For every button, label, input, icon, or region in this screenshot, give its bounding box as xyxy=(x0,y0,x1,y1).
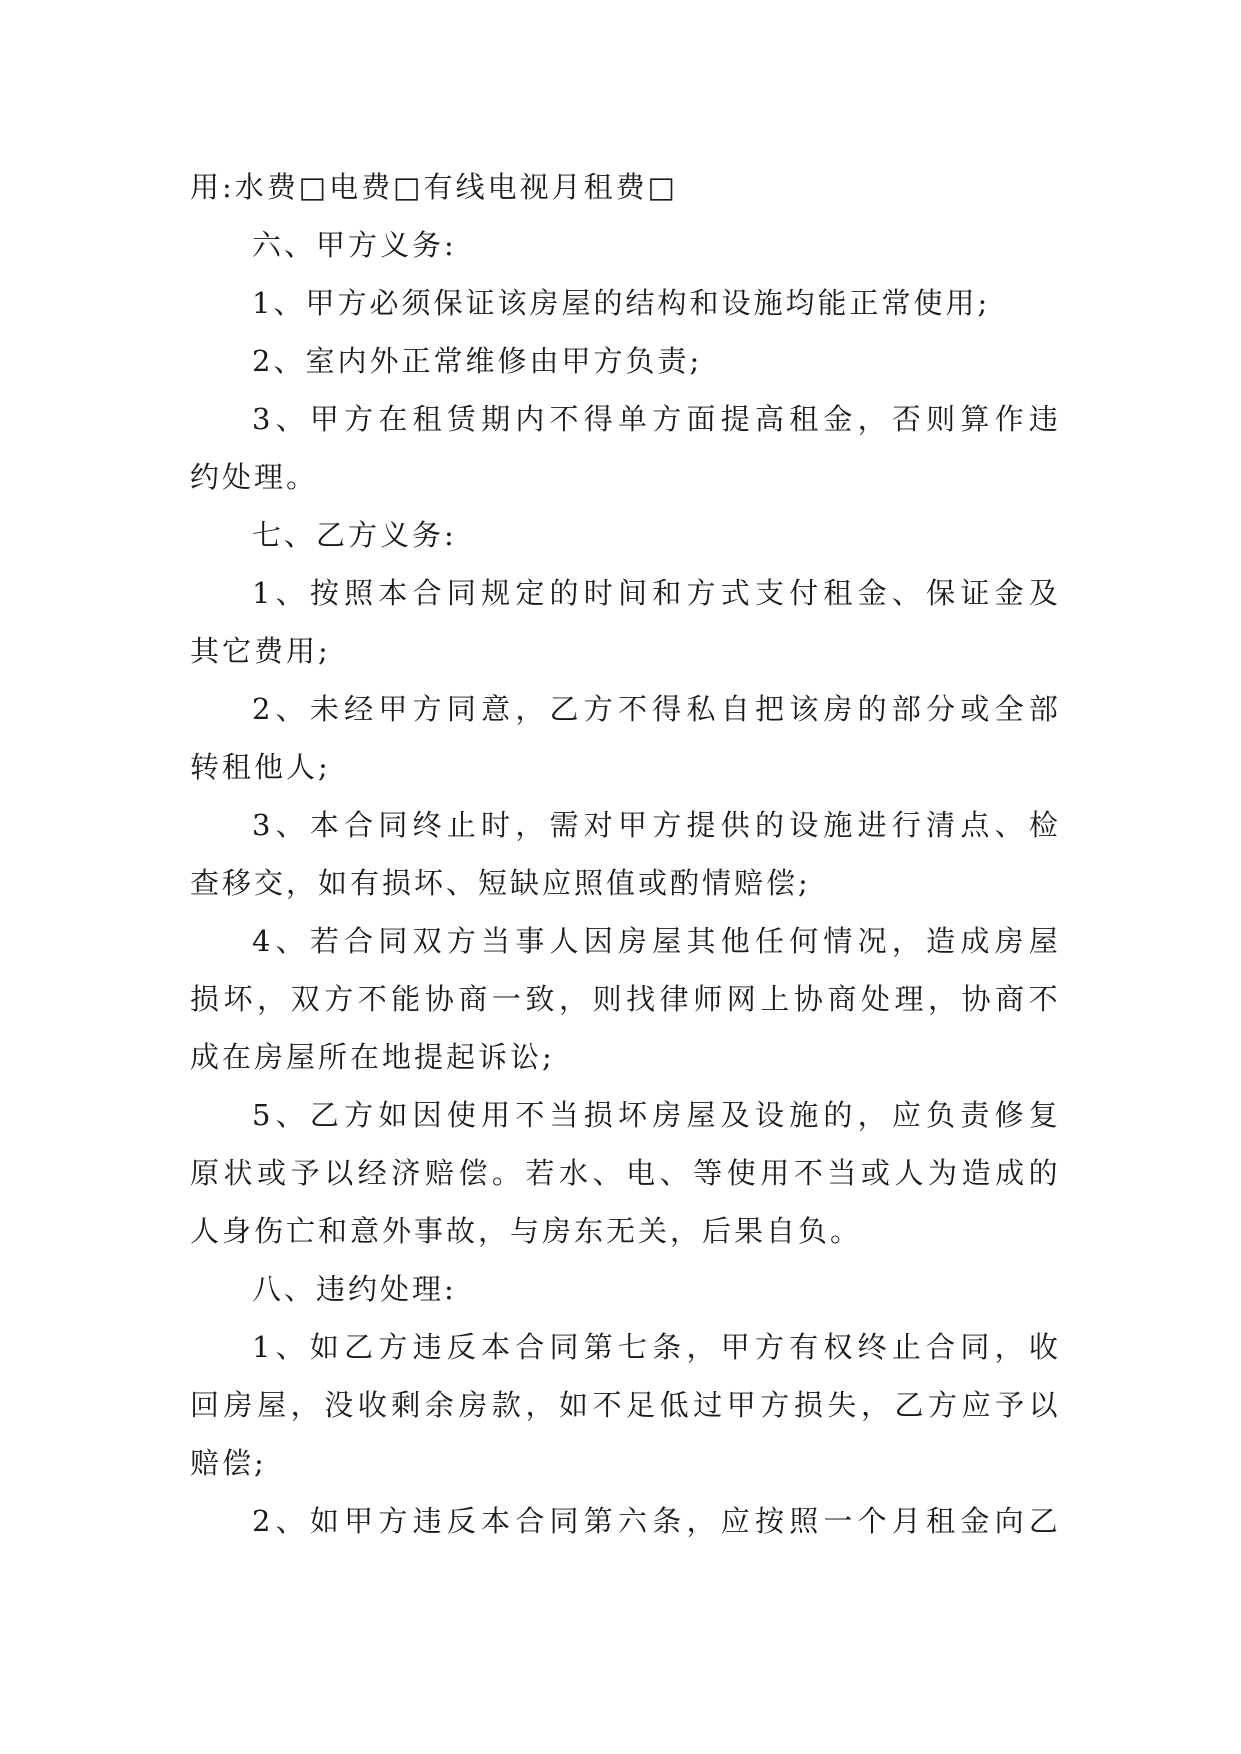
text-line: 5 、 乙 方 如 因 使 用 不 当 损 坏 房 屋 及 设 施 的 ， 应 负 责 修 复 xyxy=(252,1098,1058,1132)
text-line: 用:水费□电费□有线电视月租费□ xyxy=(190,170,678,204)
text-line: 1、甲方必须保证该房屋的结构和设施均能正常使用; xyxy=(252,286,991,320)
text-line: 4 、 若 合 同 双 方 当 事 人 因 房 屋 其 他 任 何 情 况 ， 造 成 房 屋 xyxy=(252,924,1058,958)
text-line: 原 状 或 予 以 经 济 赔 偿 。 若 水 、 电 、 等 使 用 不 当 或 人 为 造 成 的 xyxy=(190,1156,1058,1190)
text-line: 2 、 如 甲 方 违 反 本 合 同 第 六 条 ， 应 按 照 一 个 月 租 金 向 乙 xyxy=(252,1504,1058,1538)
text-line: 八、违约处理: xyxy=(252,1272,457,1306)
text-line: 人身伤亡和意外事故，与房东无关，后果自负。 xyxy=(190,1214,863,1248)
text-line: 损 坏 ， 双 方 不 能 协 商 一 致 ， 则 找 律 师 网 上 协 商 处 理 ， 协 商 不 xyxy=(190,982,1058,1016)
text-line: 成在房屋所在地提起诉讼; xyxy=(190,1040,555,1074)
text-line: 1 、 如 乙 方 违 反 本 合 同 第 七 条 ， 甲 方 有 权 终 止 合 同 ， 收 xyxy=(252,1330,1058,1364)
text-line: 转租他人; xyxy=(190,750,331,784)
text-line: 约处理。 xyxy=(190,460,319,494)
text-line: 2、室内外正常维修由甲方负责; xyxy=(252,344,703,378)
text-line: 查移交，如有损坏、短缺应照值或酌情赔偿; xyxy=(190,866,811,900)
contract-text-body xyxy=(190,158,1058,1550)
text-line: 3 、 本 合 同 终 止 时 ， 需 对 甲 方 提 供 的 设 施 进 行 清 点 、 检 xyxy=(252,808,1058,842)
text-line: 1 、 按 照 本 合 同 规 定 的 时 间 和 方 式 支 付 租 金 、 保 证 金 及 xyxy=(252,576,1058,610)
text-line: 回 房 屋 ， 没 收 剩 余 房 款 ， 如 不 足 低 过 甲 方 损 失 ， 乙 方 应 予 以 xyxy=(190,1388,1058,1422)
text-line: 2 、 未 经 甲 方 同 意 ， 乙 方 不 得 私 自 把 该 房 的 部 分 或 全 部 xyxy=(252,692,1058,726)
text-line: 六、甲方义务: xyxy=(252,228,457,262)
text-line: 七、乙方义务: xyxy=(252,518,457,552)
text-line: 赔偿; xyxy=(190,1446,267,1480)
text-line: 其它费用; xyxy=(190,634,331,668)
text-line: 3 、 甲 方 在 租 赁 期 内 不 得 单 方 面 提 高 租 金 ， 否 则 算 作 违 xyxy=(252,402,1058,436)
